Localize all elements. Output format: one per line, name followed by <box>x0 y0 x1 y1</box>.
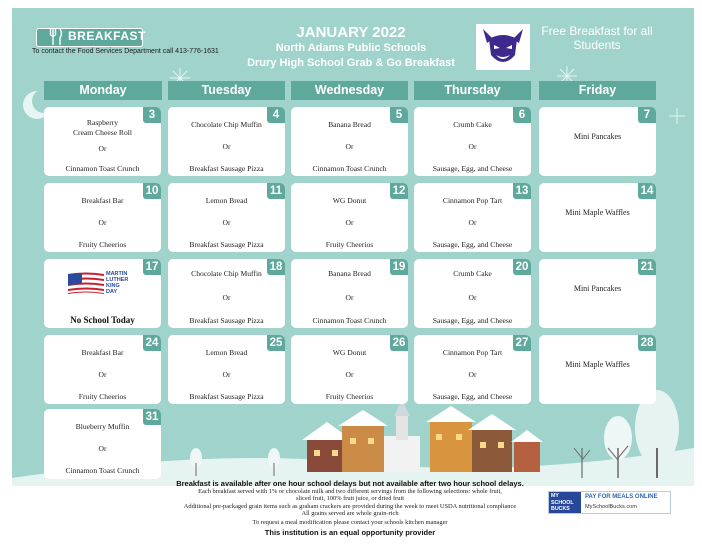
menu-or: Or <box>345 142 354 151</box>
footer-note: Each breakfast served with 1% or chocolate milk and two different servings from the following selections: whole fruit, <box>198 488 502 495</box>
myschoolbucks-link[interactable]: MySchoolBucks.com <box>585 504 637 510</box>
menu-item: Cream Cheese Roll <box>72 128 133 137</box>
day-cell <box>44 259 161 328</box>
mlk-line: MARTIN <box>106 271 128 277</box>
day-number: 25 <box>267 335 285 351</box>
no-school-notice: No School Today <box>70 315 135 325</box>
day-number: 24 <box>143 335 161 351</box>
menu-item: Cinnamon Toast Crunch <box>65 164 140 173</box>
footer-note: Additional pre-packaged grain items such as graham crackers are provided during the week to meet USDA nutritional compliance <box>183 503 517 510</box>
menu-or: Or <box>345 293 354 302</box>
menu-item: Crumb Cake <box>453 269 492 278</box>
menu-item: Cinnamon Pop Tart <box>442 196 503 205</box>
day-number: 4 <box>267 107 285 123</box>
menu-or: Or <box>345 370 354 379</box>
footer-note: All grains served are whole grain-rich <box>301 510 399 517</box>
american-flag-icon <box>68 271 104 297</box>
day-cell <box>44 183 161 252</box>
menu-or: Or <box>98 218 107 227</box>
day-cell <box>291 259 408 328</box>
day-cell <box>291 183 408 252</box>
menu-item: Breakfast Sausage Pizza <box>189 316 264 325</box>
myschoolbucks-logo: MY SCHOOL BUCKS <box>549 492 581 513</box>
day-number: 18 <box>267 259 285 275</box>
menu-item: WG Donut <box>332 196 367 205</box>
mlk-line: LUTHER <box>106 277 129 283</box>
day-header-thursday: Thursday <box>414 81 531 100</box>
day-number: 26 <box>390 335 408 351</box>
menu-or: Or <box>98 144 107 153</box>
day-number: 17 <box>143 259 161 275</box>
district-name: North Adams Public Schools <box>275 42 427 54</box>
pay-online-label: PAY FOR MEALS ONLINE <box>585 494 658 500</box>
menu-or: Or <box>345 218 354 227</box>
equal-opportunity-statement: This institution is an equal opportunity provider <box>264 528 436 537</box>
day-number: 12 <box>390 183 408 199</box>
day-number: 21 <box>638 259 656 275</box>
menu-or: Or <box>222 293 231 302</box>
day-cell <box>291 107 408 176</box>
menu-item: Mini Maple Waffles <box>565 360 630 369</box>
menu-or: Or <box>468 293 477 302</box>
footer-note: To request a meal modification please contact your schools kitchen manager <box>252 519 448 526</box>
day-number: 5 <box>390 107 408 123</box>
menu-or: Or <box>222 142 231 151</box>
day-cell <box>44 409 161 479</box>
menu-item: Fruity Cheerios <box>325 392 374 401</box>
day-number: 31 <box>143 409 161 425</box>
day-cell <box>168 107 285 176</box>
menu-item: Breakfast Bar <box>81 196 124 205</box>
day-cell <box>168 335 285 404</box>
day-cell <box>44 335 161 404</box>
day-number: 20 <box>513 259 531 275</box>
day-number: 19 <box>390 259 408 275</box>
menu-item: Fruity Cheerios <box>78 392 127 401</box>
menu-item: Sausage, Egg, and Cheese <box>432 392 513 401</box>
menu-item: Raspberry <box>86 118 119 127</box>
devil-mascot-icon <box>477 25 529 69</box>
menu-item: Mini Pancakes <box>573 132 622 141</box>
menu-item: Sausage, Egg, and Cheese <box>432 164 513 173</box>
menu-item: Lemon Bread <box>205 196 248 205</box>
day-number: 14 <box>638 183 656 199</box>
menu-or: Or <box>222 370 231 379</box>
mlk-line: DAY <box>106 289 118 295</box>
menu-item: Mini Pancakes <box>573 284 622 293</box>
day-cell <box>168 183 285 252</box>
menu-item: Breakfast Sausage Pizza <box>189 164 264 173</box>
day-number: 27 <box>513 335 531 351</box>
menu-item: Sausage, Egg, and Cheese <box>432 240 513 249</box>
menu-item: Fruity Cheerios <box>325 240 374 249</box>
day-header-monday: Monday <box>44 81 162 100</box>
menu-item: Crumb Cake <box>453 120 492 129</box>
menu-item: Cinnamon Toast Crunch <box>312 164 387 173</box>
menu-item: Sausage, Egg, and Cheese <box>432 316 513 325</box>
menu-item: Blueberry Muffin <box>75 422 130 431</box>
day-header-friday: Friday <box>539 81 656 100</box>
menu-or: Or <box>222 218 231 227</box>
footer-note: sliced fruit, 100% fruit juice, or dried fruit <box>295 495 405 502</box>
day-number: 6 <box>513 107 531 123</box>
day-number: 10 <box>143 183 161 199</box>
menu-or: Or <box>468 142 477 151</box>
day-cell <box>44 107 161 176</box>
mlk-line: KING <box>106 283 120 289</box>
menu-item: Breakfast Bar <box>81 348 124 357</box>
day-cell <box>414 107 531 176</box>
menu-item: WG Donut <box>332 348 367 357</box>
menu-item: Banana Bread <box>328 269 371 278</box>
menu-item: Breakfast Sausage Pizza <box>189 240 264 249</box>
menu-item: Cinnamon Toast Crunch <box>312 316 387 325</box>
day-cell <box>291 335 408 404</box>
menu-item: Banana Bread <box>328 120 371 129</box>
free-breakfast-line-1: Free Breakfast for all <box>541 24 653 38</box>
myschoolbucks-banner[interactable] <box>548 491 671 514</box>
menu-item: Cinnamon Pop Tart <box>442 348 503 357</box>
delay-policy: Breakfast is available after one hour school delays but not available after two hour school delays. <box>176 479 524 488</box>
day-header-tuesday: Tuesday <box>168 81 285 100</box>
day-cell <box>168 259 285 328</box>
breakfast-badge-label: BREAKFAST <box>68 29 146 43</box>
menu-item: Mini Maple Waffles <box>565 208 630 217</box>
day-cell <box>539 107 656 176</box>
day-number: 13 <box>513 183 531 199</box>
day-number: 7 <box>638 107 656 123</box>
menu-or: Or <box>468 370 477 379</box>
day-header-wednesday: Wednesday <box>291 81 408 100</box>
day-number: 11 <box>267 183 285 199</box>
day-cell <box>414 335 531 404</box>
day-cell <box>539 259 656 328</box>
day-number: 28 <box>638 335 656 351</box>
menu-item: Chocolate Chip Muffin <box>191 269 262 278</box>
menu-or: Or <box>98 444 107 453</box>
menu-item: Lemon Bread <box>205 348 248 357</box>
menu-or: Or <box>468 218 477 227</box>
free-breakfast-note <box>532 24 662 52</box>
day-cell <box>414 259 531 328</box>
contact-text: To contact the Food Services Department call 413-776-1631 <box>32 48 219 55</box>
day-cell <box>414 183 531 252</box>
free-breakfast-line-2: Students <box>573 38 621 52</box>
fork-knife-icon <box>48 27 66 47</box>
blue-devil-logo <box>476 24 530 70</box>
menu-item: Breakfast Sausage Pizza <box>189 392 264 401</box>
mlk-day-label <box>106 271 136 295</box>
town-houses <box>302 400 543 472</box>
menu-item: Fruity Cheerios <box>78 240 127 249</box>
day-cell <box>539 335 656 404</box>
day-cell <box>539 183 656 252</box>
menu-or: Or <box>98 370 107 379</box>
day-number: 3 <box>143 107 161 123</box>
school-name: Drury High School Grab & Go Breakfast <box>247 57 455 69</box>
menu-item: Cinnamon Toast Crunch <box>65 466 140 475</box>
menu-item: Chocolate Chip Muffin <box>191 120 262 129</box>
page-title: JANUARY 2022 <box>296 24 406 41</box>
